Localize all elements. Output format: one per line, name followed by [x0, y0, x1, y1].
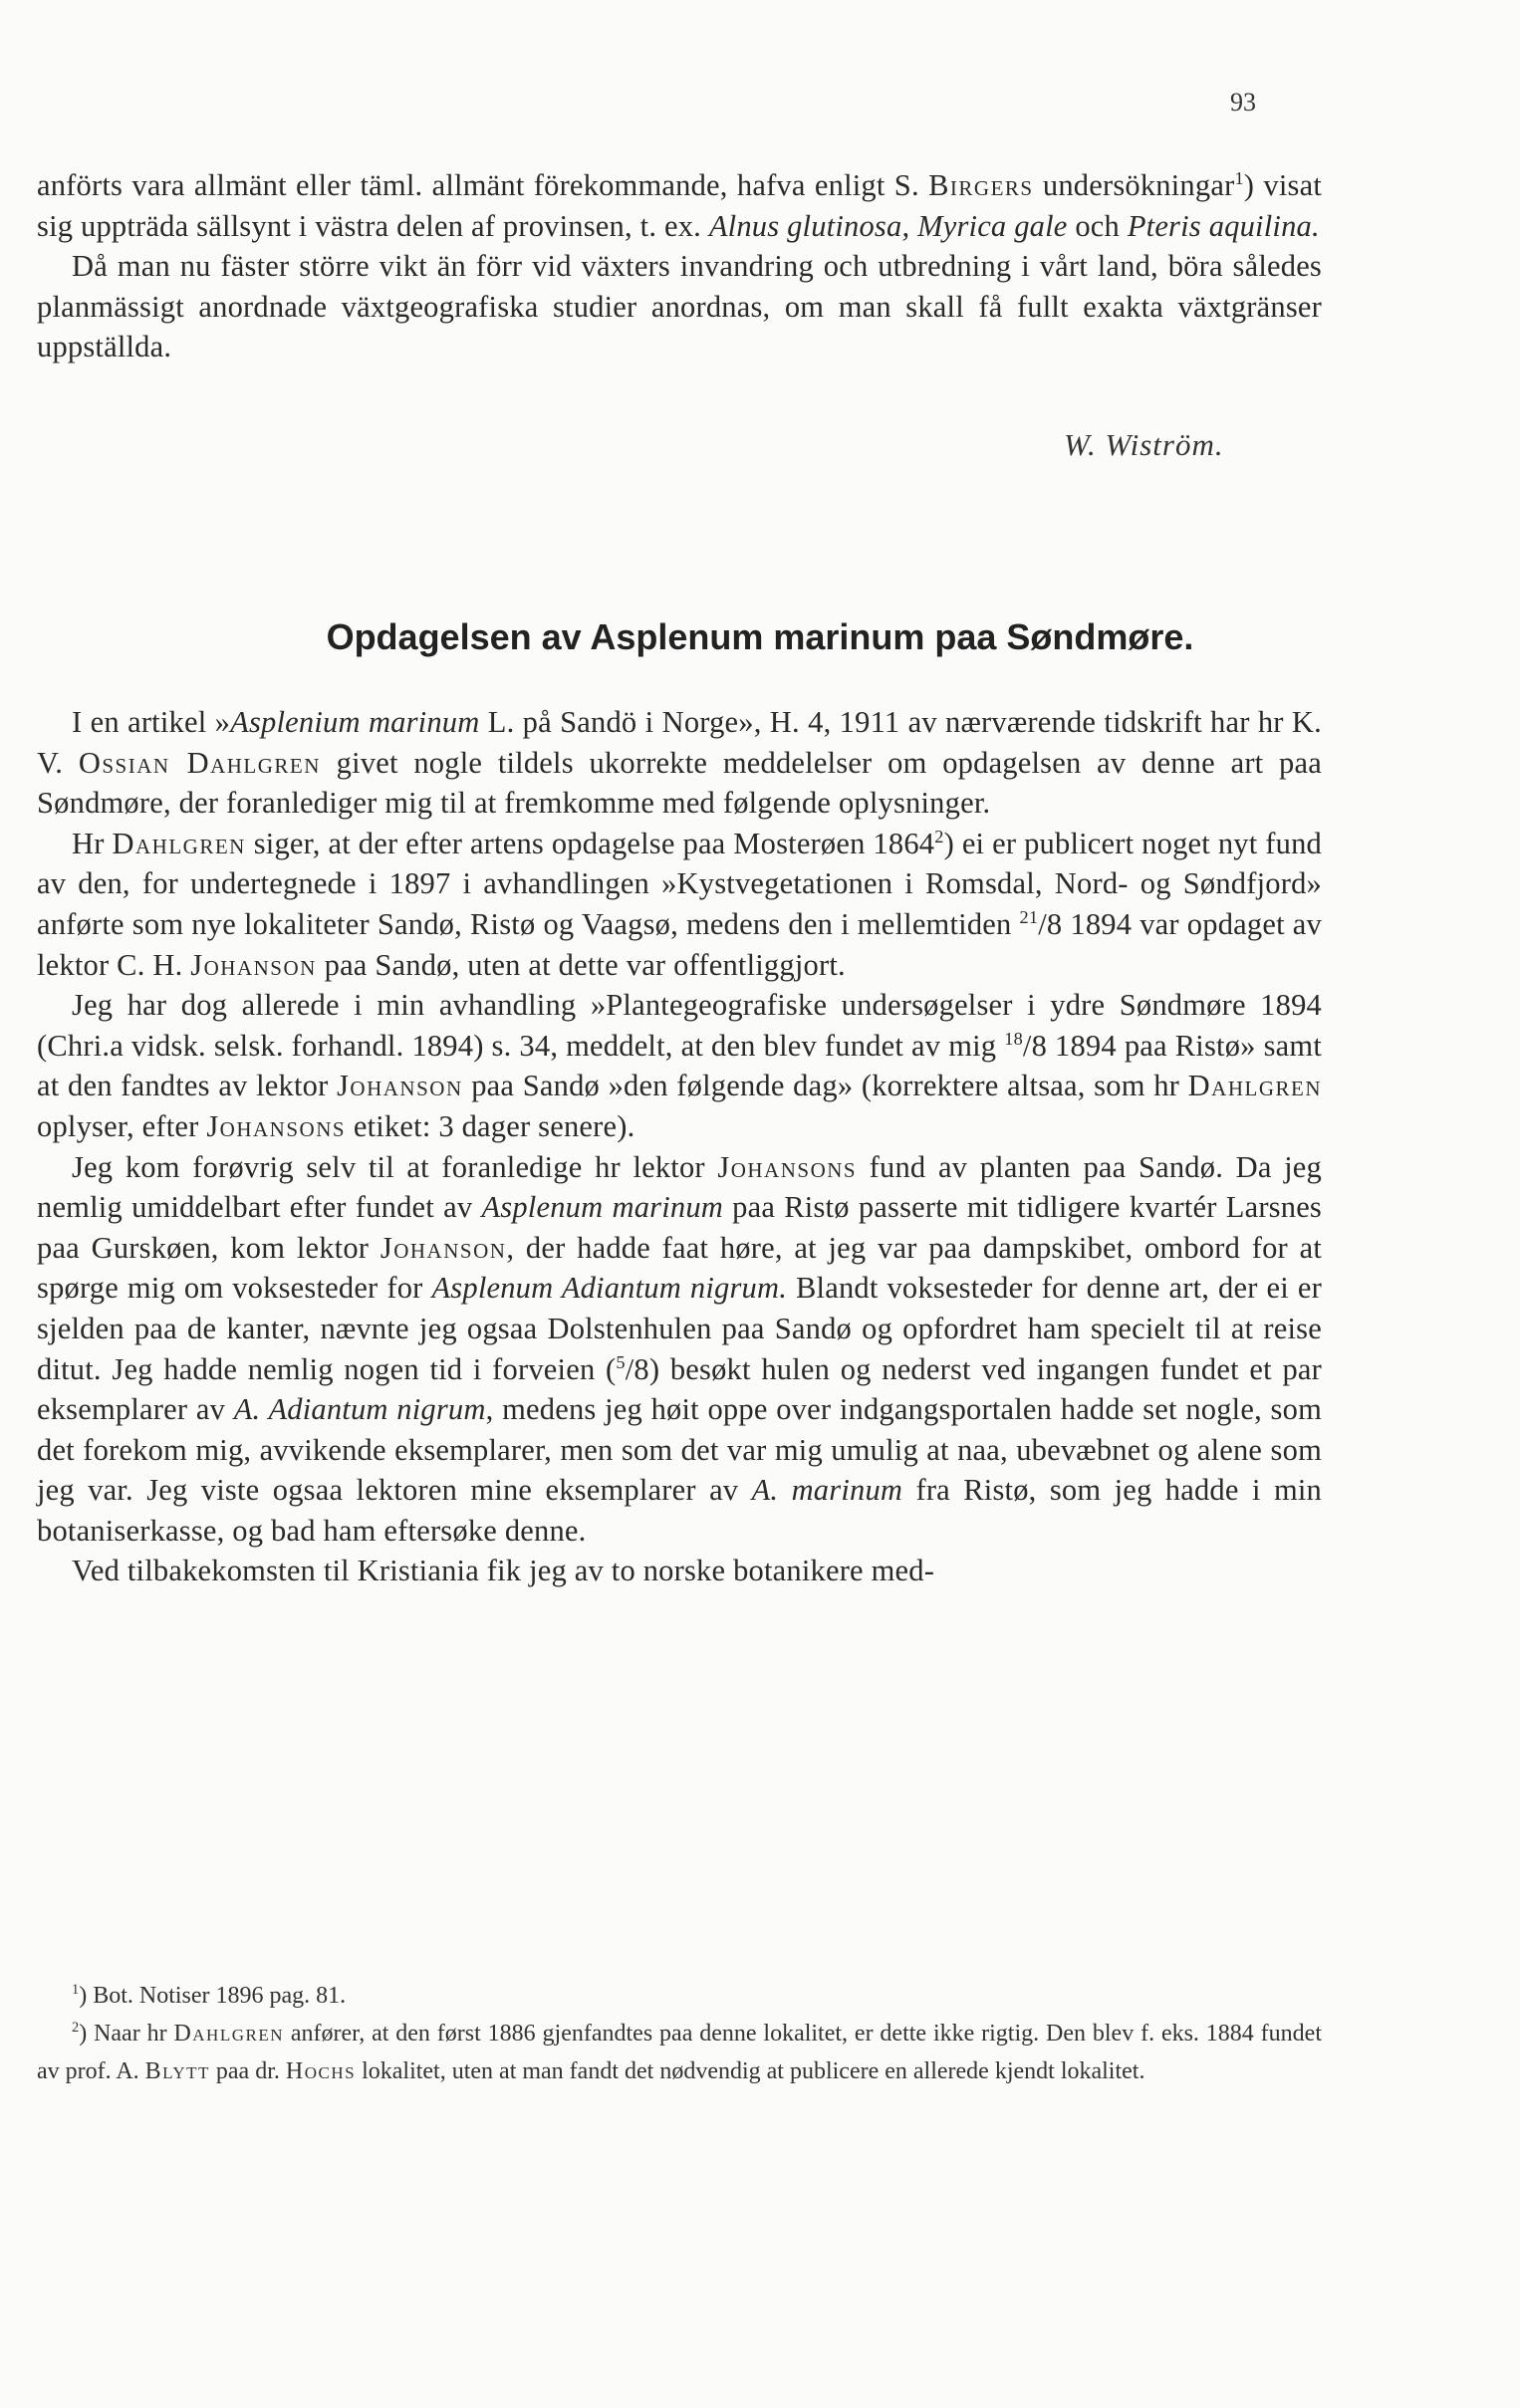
text-run: och [1067, 208, 1128, 243]
text-run: paa Ristø passerte mit tidligere kvartér Larsnes paa Gurskøen, kom lektor [37, 1190, 1322, 1265]
text-run: fra Ristø, som jeg hadde i min botaniserkasse, og bad ham eftersøke denne. [37, 1473, 1323, 1548]
author-signature: W. Wiström. [1064, 427, 1224, 462]
body-paragraph-2: Hr Dahlgren siger, at der efter artens opdagelse paa Mosterøen 1864$^2$) ei er publicert noget nyt fund av den, for undertegnede i 1897 i avhandlingen »Kystvegetationen i Romsdal, Nord- og Søndfjord» anførte som nye lokaliteter Sandø, Ristø og Vaagsø, medens den i mellemtiden $^{21}$/8 1894 var opdaget av lektor C. H. Johanson paa Sandø, uten at dette var offentliggjort. [37, 826, 1322, 982]
text-run: paa dr. [209, 2058, 286, 2084]
person-name: Johanson [380, 1230, 507, 1265]
text-run: fund av planten paa Sandø. Da jeg nemlig umiddelbart efter fundet av [37, 1149, 1322, 1225]
date-denominator: /8 [1038, 906, 1063, 941]
date-denominator: /8 [1022, 1028, 1048, 1063]
date-numerator: 5 [616, 1351, 626, 1372]
text-run: L. på Sandö i Norge», H. 4, 1911 av nærværende tidskrift har hr K. V. [37, 705, 1322, 780]
person-name: Ossian Dahlgren [78, 745, 321, 780]
species-name: A. Adiantum nigrum [233, 1392, 486, 1427]
text-run: Jeg kom forøvrig selv til at foranledige hr lektor [72, 1149, 718, 1184]
footnote-number: 1 [72, 1982, 80, 1998]
top-paragraph-2: Då man nu fäster större vikt än förr vid växters invandring och utbredning i vårt land, böra således planmässigt anordnade växtgeografiska studier anordnas, om man skall få fullt exakta växtgränser uppställda. [37, 249, 1322, 363]
person-name: Dahlgren [173, 2021, 284, 2047]
species-name: Asplenum marinum [481, 1190, 724, 1225]
footnote-marker: 1 [1234, 167, 1244, 188]
person-name: Johansons [206, 1108, 347, 1143]
text-run: 1894 paa Ristø» samt at den fandtes av lektor [37, 1028, 1322, 1103]
text-run: anförts vara allmänt eller täml. allmänt förekommande, hafva enligt S. [37, 168, 919, 202]
text-run: paa Sandø »den følgende dag» (korrektere altsaa, som hr [462, 1069, 1188, 1103]
text-run: oplyser, efter [37, 1108, 207, 1143]
species-name: Pteris aquilina. [1127, 208, 1320, 243]
text-run: siger, at der efter artens opdagelse paa Mosterøen 1864 [245, 826, 935, 860]
text-run: ) Naar hr [79, 2021, 174, 2047]
person-name: Dahlgren [112, 826, 246, 860]
date-numerator: 18 [1004, 1028, 1023, 1049]
text-run: paa Sandø, uten at dette var offentliggjort. [316, 947, 846, 982]
person-name: Johansons [717, 1149, 858, 1184]
text-run: ) Bot. Notiser 1896 pag. 81. [79, 1983, 347, 2009]
author-name: Birgers [928, 168, 1034, 202]
top-paragraph-1: anförts vara allmänt eller täml. allmänt förekommande, hafva enligt S. Birgers undersökningar$^1$) visat sig uppträda sällsynt i västra delen af provinsen, t. ex. Alnus glutinosa, Myrica gale och Pteris aquilina. [37, 167, 1323, 243]
body-paragraph-3 [37, 985, 1322, 1146]
species-name: Alnus glutinosa, Myrica gale [708, 208, 1068, 243]
species-name: Asplenium marinum [230, 705, 480, 739]
footnotes [37, 1977, 1322, 2090]
text-run: etiket: 3 dager senere). [346, 1108, 635, 1143]
text-run: anfører, at den først 1886 gjenfandtes paa denne lokalitet, er dette ikke rigtig. Den blev f. eks. 1884 fundet av prof. A. [37, 2021, 1322, 2084]
article-body [37, 702, 1322, 1591]
body-paragraph-5: Ved tilbakekomsten til Kristiania fik jeg av to norske botanikere med- [72, 1554, 935, 1588]
text-run: lokalitet, uten at man fandt det nødvendig at publicere en allerede kjendt lokalitet. [356, 2058, 1145, 2084]
text-run: , medens jeg høit oppe over indgangsportalen hadde set nogle, som det forekom mig, avvikende eksemplarer, men som det var mig umulig at naa, ubevæbnet og alene som jeg var. Jeg viste ogsaa lektoren mine eksemplarer av [37, 1392, 1323, 1508]
text-run: visat sig uppträda sällsynt i västra delen af provinsen, t. ex. [37, 168, 1323, 243]
text-run: givet nogle tildels ukorrekte meddelelser om opdagelsen av denne art paa Søndmøre, der foranlediger mig til at fremkomme med følgende oplysninger. [37, 745, 1322, 821]
footnote-1 [37, 1977, 1322, 2015]
body-paragraph-1 [37, 702, 1322, 824]
top-text-block [37, 165, 1322, 367]
footnote-number: 2 [72, 2020, 80, 2036]
footnote-2 [37, 2015, 1322, 2090]
text-run: , der hadde faat høre, at jeg var paa dampskibet, ombord for at spørge mig om voksesteder for [37, 1230, 1322, 1306]
body-paragraph-4 [37, 1147, 1322, 1552]
text-run: Jeg har dog allerede i min avhandling »Plantegeografiske undersøgelser i ydre Søndmøre 1894 (Chri.a vidsk. selsk. forhandl. 1894) s. 34, meddelt, at den blev fundet av mig [37, 988, 1322, 1063]
text-run: ei er publicert noget nyt fund av den, for undertegnede i 1897 i avhandlingen »Kystvegetationen i Romsdal, Nord- og Søndfjord» anførte som nye lokaliteter Sandø, Ristø og Vaagsø, medens den i mellemtiden [37, 826, 1322, 941]
person-name: Blytt [144, 2058, 210, 2084]
text-run: undersökningar [1033, 168, 1235, 202]
date-numerator: 21 [1019, 906, 1039, 927]
text-run: I en artikel » [72, 705, 231, 739]
person-name: Johanson [337, 1069, 463, 1103]
text-run: ) besøkt hulen og nederst ved ingangen fundet et par eksemplarer av [37, 1351, 1322, 1427]
text-run: Hr [72, 826, 113, 860]
species-name: Asplenum Adiantum nigrum. [431, 1271, 788, 1306]
person-name: Johanson [190, 947, 317, 982]
text-run: Blandt voksesteder for denne art, der ei er sjelden paa de kanter, nævnte jeg ogsaa Dolstenhulen paa Sandø og opfordret ham specielt til at reise ditut. Jeg hadde nemlig nogen tid i forveien ( [37, 1271, 1322, 1386]
person-name: Dahlgren [1187, 1069, 1322, 1103]
footnote-marker: 2 [934, 826, 944, 846]
article-heading: Opdagelsen av Asplenum marinum paa Søndmøre. [326, 616, 1194, 657]
person-name: Hochs [285, 2058, 357, 2084]
text-run: 1894 var opdaget av lektor C. H. [37, 906, 1322, 982]
page-number: 93 [1230, 88, 1256, 117]
species-name: A. marinum [751, 1473, 903, 1508]
date-denominator: /8 [625, 1351, 649, 1386]
